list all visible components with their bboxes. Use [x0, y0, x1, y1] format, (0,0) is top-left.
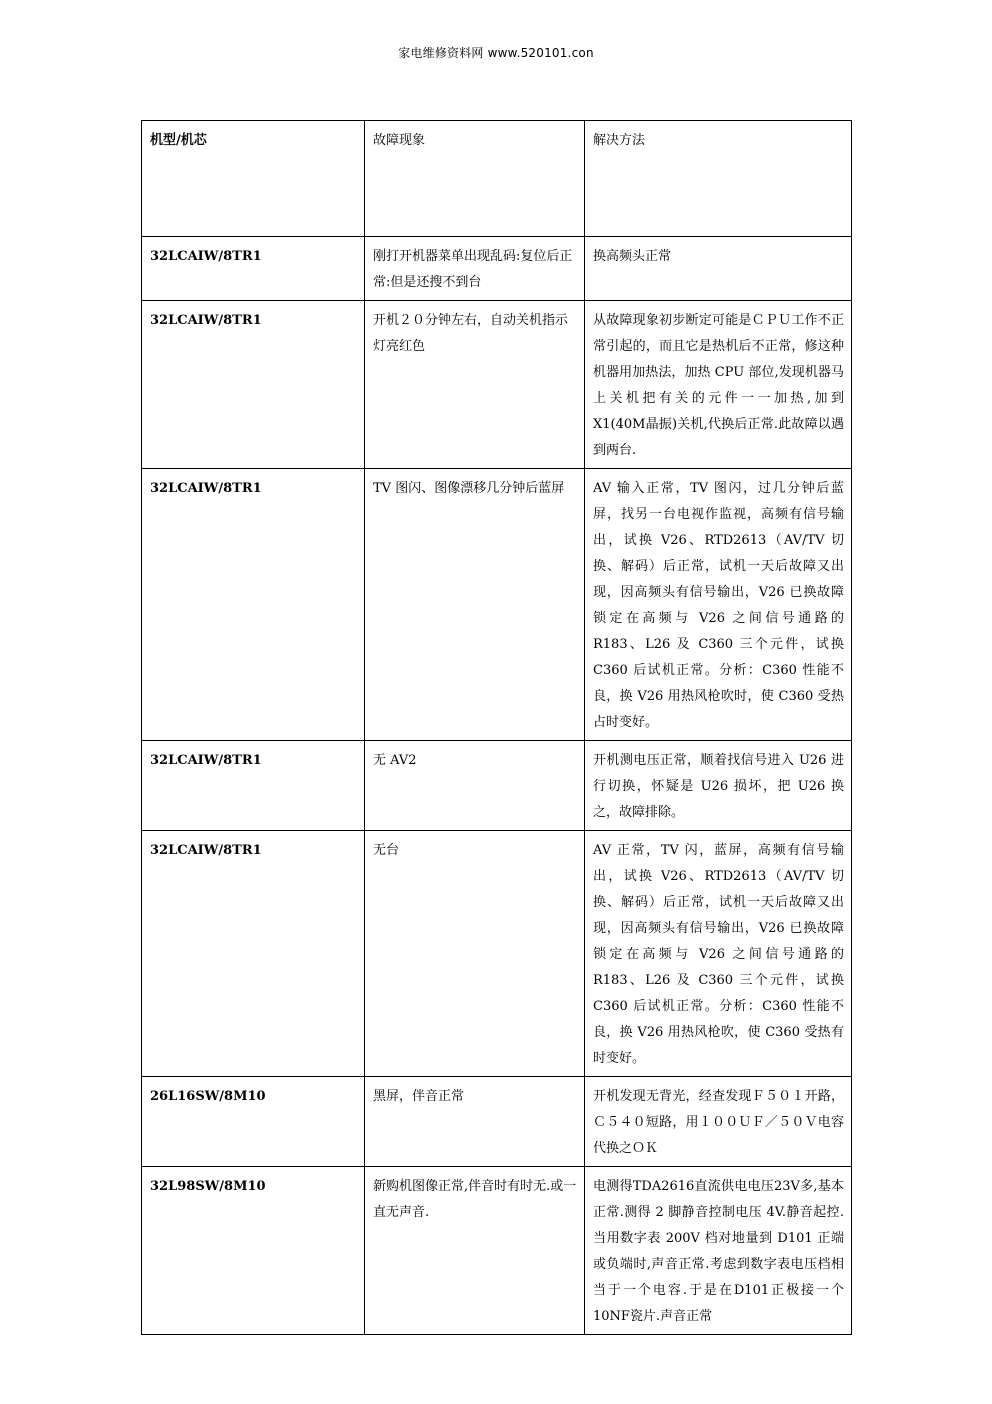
cell-solution: 开机发现无背光，经查发现Ｆ５０１开路，Ｃ５４０短路，用１００ＵＦ／５０Ｖ电容代换之ＯＫ: [585, 1077, 852, 1167]
column-header-model: 机型/机芯: [142, 121, 365, 237]
table-row: [142, 237, 852, 301]
cell-model: 26L16SW/8M10: [142, 1077, 365, 1167]
cell-solution: AV 正常，TV 闪，蓝屏，高频有信号输出，试换 V26、RTD2613（AV/TV 切换、解码）后正常，试机一天后故障又出现，因高频头有信号输出，V26 已换故障锁定在高频与 V26 之间信号通路的 R183、L26 及 C360 三个元件，试换 C360 后试机正常。分析：C360 性能不良，换 V26 用热风枪吹，使 C360 受热有时变好。: [585, 831, 852, 1077]
cell-solution: 从故障现象初步断定可能是ＣＰＵ工作不正常引起的，而且它是热机后不正常，修这种机器用加热法，加热 CPU 部位,发现机器马上关机把有关的元件一一加热,加到X1(40M晶振)关机,代换后正常.此故障以遇到两台.: [585, 301, 852, 469]
cell-model: 32LCAIW/8TR1: [142, 237, 365, 301]
table-row: [142, 1167, 852, 1335]
cell-symptom: 无台: [365, 831, 585, 1077]
cell-symptom: 无 AV2: [365, 741, 585, 831]
cell-symptom: TV 图闪、图像漂移几分钟后蓝屏: [365, 469, 585, 741]
table-header-row: [142, 121, 852, 237]
column-header-solution: 解决方法: [585, 121, 852, 237]
cell-symptom: 新购机图像正常,伴音时有时无.或一直无声音.: [365, 1167, 585, 1335]
table-row: [142, 1077, 852, 1167]
cell-solution: AV 输入正常，TV 图闪，过几分钟后蓝屏，找另一台电视作监视，高频有信号输出，试换 V26、RTD2613（AV/TV 切换、解码）后正常，试机一天后故障又出现，因高频头有信号输出，V26 已换故障锁定在高频与 V26 之间信号通路的 R183、L26 及 C360 三个元件，试换 C360 后试机正常。分析：C360 性能不良，换 V26 用热风枪吹时，使 C360 受热占时变好。: [585, 469, 852, 741]
cell-model: 32LCAIW/8TR1: [142, 741, 365, 831]
table-row: [142, 469, 852, 741]
cell-model: 32L98SW/8M10: [142, 1167, 365, 1335]
table-row: [142, 831, 852, 1077]
cell-model: 32LCAIW/8TR1: [142, 469, 365, 741]
table-row: [142, 741, 852, 831]
cell-symptom: 刚打开机器菜单出现乱码:复位后正常:但是还搜不到台: [365, 237, 585, 301]
cell-model: 32LCAIW/8TR1: [142, 301, 365, 469]
cell-model: 32LCAIW/8TR1: [142, 831, 365, 1077]
cell-symptom: 黑屏，伴音正常: [365, 1077, 585, 1167]
cell-symptom: 开机２０分钟左右，自动关机指示灯亮红色: [365, 301, 585, 469]
cell-solution: 电测得TDA2616直流供电电压23V多,基本正常.测得 2 脚静音控制电压 4V.静音起控.当用数字表 200V 档对地量到 D101 正端或负端时,声音正常.考虑到数字表电压档相当于一个电容.于是在D101正极接一个10NF瓷片.声音正常: [585, 1167, 852, 1335]
fault-table: [141, 120, 852, 1335]
cell-solution: 换高频头正常: [585, 237, 852, 301]
column-header-symptom: 故障现象: [365, 121, 585, 237]
page-header: 家电维修资料网 www.520101.con: [398, 46, 594, 60]
cell-solution: 开机测电压正常，顺着找信号进入 U26 进行切换，怀疑是 U26 损坏，把 U26 换之，故障排除。: [585, 741, 852, 831]
table-row: [142, 301, 852, 469]
